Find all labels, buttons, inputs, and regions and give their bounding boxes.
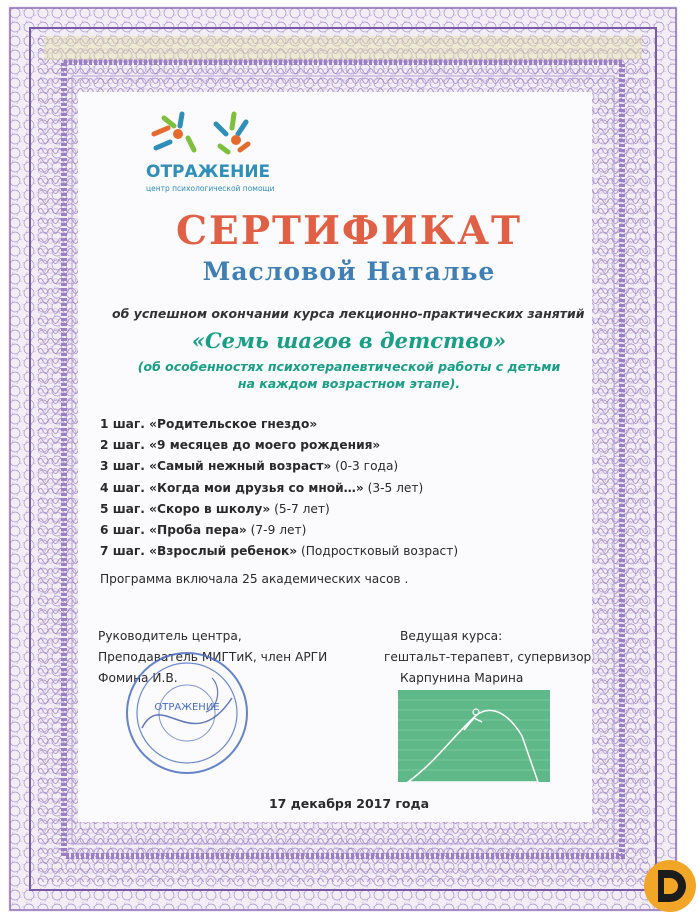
signature-line: Ведущая курса: xyxy=(400,629,503,643)
step-age: (3-5 лет) xyxy=(363,480,424,495)
step-prefix: 6 шаг. xyxy=(100,523,150,538)
right-signature-block xyxy=(384,626,591,689)
logo-subtitle: центр психологической помощи xyxy=(146,184,275,193)
step-prefix: 4 шаг. xyxy=(100,480,150,495)
step-name: «Родительское гнездо» xyxy=(149,417,318,431)
step-name: «Проба пера» xyxy=(149,523,247,538)
round-stamp-icon xyxy=(122,648,252,778)
course-name: «Семь шагов в детство» xyxy=(191,328,507,353)
step-age: (Подростковый возраст) xyxy=(297,544,459,559)
step-prefix: 7 шаг. xyxy=(100,544,150,559)
step-prefix: 2 шаг. xyxy=(100,438,150,453)
certificate-title: СЕРТИФИКАТ xyxy=(175,208,523,254)
step-age: (7-9 лет) xyxy=(246,523,307,538)
mountain-climber-image xyxy=(398,690,550,782)
certificate-date: 17 декабря 2017 года xyxy=(268,796,430,811)
step-prefix: 1 шаг. xyxy=(100,417,150,431)
description-line: (об особенностях психотерапевтической работы с детьми xyxy=(137,359,561,374)
list-item xyxy=(100,520,458,541)
list-item xyxy=(100,435,458,456)
recipient-name: Масловой Наталье xyxy=(202,257,496,286)
intro-text: об успешном окончании курса лекционно-практических занятий xyxy=(112,306,585,321)
signature-line: гештальт-терапевт, супервизор xyxy=(384,650,592,664)
corner-brand-icon xyxy=(640,856,698,914)
signature-line: Фомина И.В. xyxy=(98,671,178,685)
step-age: (5-7 лет) xyxy=(270,501,330,516)
step-name: «9 месяцев до моего рождения» xyxy=(149,438,381,453)
list-item xyxy=(100,456,458,477)
list-item xyxy=(100,478,458,499)
list-item xyxy=(100,499,458,520)
step-prefix: 5 шаг. xyxy=(100,501,150,516)
list-item xyxy=(100,541,458,562)
description-line: на каждом возрастном этапе). xyxy=(237,376,461,391)
signature-line: Преподаватель МИГТиК, член АРГИ xyxy=(98,650,328,664)
course-description xyxy=(0,358,698,392)
program-hours: Программа включала 25 академических часов . xyxy=(100,572,409,586)
list-item xyxy=(100,414,458,435)
steps-list xyxy=(100,414,458,562)
stamp-text: ОТРАЖЕНИЕ xyxy=(154,702,220,713)
step-name: «Скоро в школу» xyxy=(149,501,271,516)
step-age: (0-3 года) xyxy=(331,459,399,474)
signature-line: Руководитель центра, xyxy=(98,629,242,643)
logo-name: ОТРАЖЕНИЕ xyxy=(146,162,271,182)
step-name: «Когда мои друзья со мной…» xyxy=(149,480,364,495)
step-name: «Самый нежный возраст» xyxy=(149,459,332,474)
step-prefix: 3 шаг. xyxy=(100,459,150,474)
step-name: «Взрослый ребенок» xyxy=(149,544,298,559)
signature-line: Карпунина Марина xyxy=(400,671,524,685)
